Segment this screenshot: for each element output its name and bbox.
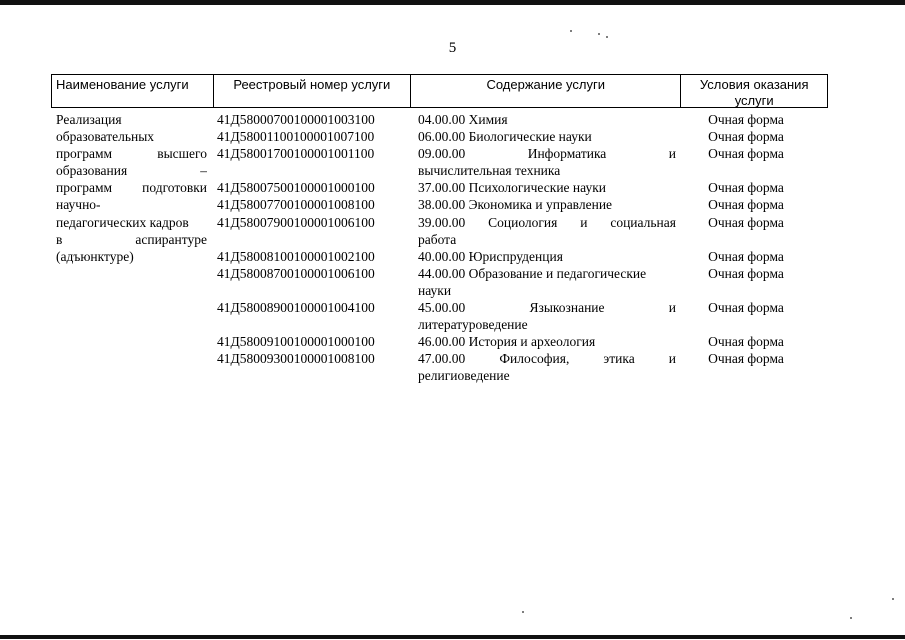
- service-content-word: Социология: [488, 214, 558, 230]
- service-content-line: науки: [418, 282, 452, 298]
- scan-speck: [522, 611, 524, 613]
- service-condition: Очная форма: [708, 248, 784, 264]
- registry-number: 41Д58007500100001000100: [217, 180, 375, 196]
- service-content-line: [418, 299, 676, 316]
- service-content: [418, 214, 676, 248]
- registry-number: 41Д58007900100001006100: [217, 214, 375, 230]
- bottom-border-rule: [0, 635, 905, 639]
- service-name-line: Реализация: [56, 112, 122, 127]
- service-condition: Очная форма: [708, 300, 784, 316]
- service-content: [418, 179, 676, 196]
- service-condition: Очная форма: [708, 146, 784, 162]
- service-name-line: [56, 231, 207, 248]
- table-row: [217, 265, 817, 299]
- service-name-word: в: [56, 231, 63, 247]
- header-conditions: [680, 75, 827, 107]
- service-content-word: 09.00.00: [418, 146, 466, 162]
- service-content-line: 44.00.00 Образование и педагогические: [418, 265, 647, 281]
- table-row: [217, 111, 817, 128]
- service-content-word: социальная: [610, 214, 676, 230]
- service-name-word: высшего: [157, 146, 207, 162]
- header-conditions-line2: услуги: [734, 93, 774, 108]
- service-rows: [217, 111, 817, 385]
- registry-number: 41Д58008700100001006100: [217, 265, 375, 281]
- service-content-word: этика: [603, 351, 635, 367]
- service-content-line: религиоведение: [418, 368, 510, 384]
- service-condition: Очная форма: [708, 180, 784, 196]
- registry-number: 41Д58001100100001007100: [217, 129, 375, 145]
- service-name-word: подготовки: [142, 180, 207, 196]
- service-name-line: научно-: [56, 197, 101, 213]
- service-name-word: –: [200, 163, 207, 179]
- service-content-word: и: [668, 146, 676, 162]
- service-condition: Очная форма: [708, 265, 784, 281]
- header-registry-number: Реестровый номер услуги: [213, 75, 410, 107]
- service-content-line: [418, 145, 676, 162]
- registry-number: 41Д58009100100001000100: [217, 334, 375, 350]
- service-content-line: 04.00.00 Химия: [418, 112, 508, 127]
- service-content-line: литературоведение: [418, 317, 528, 333]
- service-name-word: программ: [56, 146, 113, 162]
- registry-number: 41Д58000700100001003100: [217, 112, 375, 127]
- service-content-word: 47.00.00: [418, 351, 466, 367]
- table-row: [217, 214, 817, 248]
- service-condition: Очная форма: [708, 334, 784, 350]
- scan-speck: [892, 598, 894, 600]
- header-conditions-line1: Условия оказания: [699, 77, 809, 92]
- scan-speck: [598, 33, 600, 35]
- service-content: [418, 111, 676, 128]
- service-content-line: 38.00.00 Экономика и управление: [418, 197, 613, 213]
- service-name-line: [56, 145, 207, 162]
- service-content-word: Информатика: [527, 146, 607, 162]
- registry-number: 41Д58007700100001008100: [217, 197, 375, 213]
- table-row: [217, 333, 817, 350]
- service-content-line: [418, 350, 676, 367]
- scan-speck: [570, 30, 572, 32]
- service-condition: Очная форма: [708, 197, 784, 213]
- registry-number: 41Д58009300100001008100: [217, 351, 375, 367]
- service-condition: Очная форма: [708, 112, 784, 127]
- service-content-line: 37.00.00 Психологические науки: [418, 180, 606, 196]
- table-row: [217, 179, 817, 196]
- service-content-line: 06.00.00 Биологические науки: [418, 129, 592, 145]
- service-content: [418, 196, 676, 213]
- service-content-word: Философия,: [499, 351, 570, 367]
- page-number: 5: [448, 40, 457, 56]
- service-content-word: и: [668, 351, 676, 367]
- service-content: [418, 145, 676, 179]
- table-row: [217, 248, 817, 265]
- service-name-word: аспирантуре: [135, 231, 207, 247]
- service-condition: Очная форма: [708, 351, 784, 367]
- service-content-word: и: [580, 214, 588, 230]
- service-name-line: [56, 162, 207, 179]
- service-name-word: образования: [56, 163, 128, 179]
- service-content: [418, 265, 676, 299]
- service-content: [418, 248, 676, 265]
- service-content-word: Языкознание: [529, 300, 605, 316]
- table-row: [217, 299, 817, 333]
- service-name-line: [56, 179, 207, 196]
- service-content-line: работа: [418, 231, 457, 247]
- service-content: [418, 333, 676, 350]
- registry-number: 41Д58008900100001004100: [217, 300, 375, 316]
- service-name-line: педагогических кадров: [56, 214, 189, 230]
- service-name-line: (адъюнктуре): [56, 248, 134, 264]
- service-condition: Очная форма: [708, 129, 784, 145]
- table-row: [217, 196, 817, 213]
- service-content: [418, 350, 676, 384]
- service-content-line: [418, 214, 676, 231]
- table-row: [217, 145, 817, 179]
- header-service-content: Содержание услуги: [410, 75, 680, 107]
- service-content: [418, 299, 676, 333]
- table-row: [217, 350, 817, 384]
- service-content-word: 45.00.00: [418, 300, 466, 316]
- service-name-word: программ: [56, 180, 113, 196]
- service-content-line: 46.00.00 История и археология: [418, 334, 596, 350]
- top-border-rule: [0, 0, 905, 5]
- service-content-word: 39.00.00: [418, 214, 466, 230]
- scan-speck: [606, 36, 608, 38]
- service-content-line: вычислительная техника: [418, 163, 561, 179]
- table-row: [217, 128, 817, 145]
- service-condition: Очная форма: [708, 214, 784, 230]
- service-name-cell: [56, 111, 207, 265]
- table-header: [51, 74, 828, 108]
- service-content-line: 40.00.00 Юриспруденция: [418, 248, 563, 264]
- scan-speck: [850, 617, 852, 619]
- service-content-word: и: [668, 300, 676, 316]
- header-service-name: Наименование услуги: [56, 77, 189, 92]
- registry-number: 41Д58008100100001002100: [217, 248, 375, 264]
- service-name-line: образовательных: [56, 129, 155, 145]
- registry-number: 41Д58001700100001001100: [217, 146, 375, 162]
- service-content: [418, 128, 676, 145]
